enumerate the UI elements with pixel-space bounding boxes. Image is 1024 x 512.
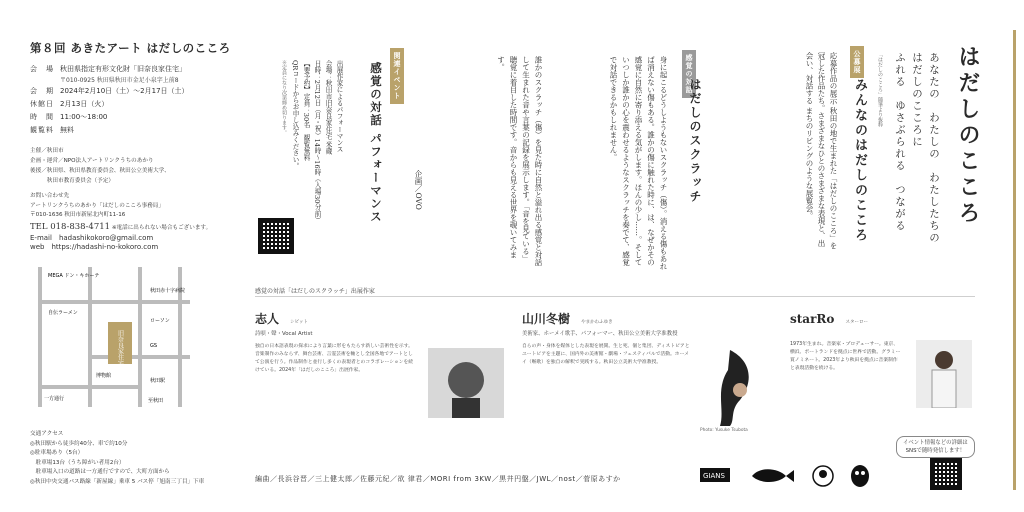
public-call-tag: 公募展 [850,46,864,78]
map-label: 自伝ラーメン [48,310,78,316]
related-event-tag: 関連イベント [390,48,404,104]
performer-bio: 独自の日本語表現の探求により言葉に形をもたらす新しい芸術性を示す。音楽制作のみならず、舞台芸術、言霊芸術を軸とし全国各地でアートとして公演を行う。作品制作と並行し多くの表現者とのコラボレーションを続けている。2024年「はだしのこころ」出展作家。 [255,344,414,373]
tel-note: ※電話に出られない場合もございます。 [111,224,212,231]
contact-address: 〒010-1636 秋田市新屋北内町11-16 [30,212,126,218]
performer-photo [916,340,972,408]
info-row [30,124,238,137]
talk-text: 身に起こるどうしようもないスクラッチ（傷）。消える傷もあれば消えない傷もある。誰かの傷に触れた時に、は、なぜかその感覚に自然に寄り添える気がします。ほんの少し……。そしていつしか誰かの心を震わせるようなスクラッチを奏でて、感覚で対話できるかもしれません。 [609,56,668,270]
access-heading: 交通アクセス [30,431,64,437]
org-line: 後援／秋田県、秋田県教育委員会、秋田公立美術大学、 [30,168,170,174]
organizers [30,146,238,186]
perf-line: 出展作家によるパフォーマンス [335,60,343,153]
lead-note: 「はだしのこころ」随筆より抜粋 [877,52,883,127]
talk-plan: 企画／OVO [414,170,423,210]
sponsor-logos [700,462,880,492]
performer-photo [428,348,504,418]
performer-card [522,308,722,367]
info-value: 2月13日（火） [60,100,109,108]
org-line: 主催／秋田市 [30,148,64,154]
info-key: 会 期 [30,87,54,95]
contact-org: アートリンクうちのあかり「はだしのこころ事務局」 [30,202,164,209]
lead-line: あなたの わたしの わたしたちの [928,52,940,244]
info-value: 秋田県指定有形文化財「旧奈良家住宅」 [60,65,186,73]
exhibit-body: 応募作品の展示 秋田の地で生まれた「はだしのこころ」を冠した作品たち。さまざまなひとのさまざまな表現と、出会い、対話する まちのリビングのような展覧会。 [805,52,838,250]
lead-line: はだしのこころに [911,52,923,148]
perf-line: QRコードからお申し込みください。 [291,60,299,170]
access-line: ◎秋田駅から徒歩約40分、車で約10分 [30,440,128,447]
contact-email[interactable]: E-mail hadashikokoro@gmail.com [30,233,154,242]
talk-body [607,56,670,271]
performer-name: 山川冬樹 [522,312,571,326]
info-key: 会 場 [30,65,54,73]
performer-bio: 1973年生まれ。音楽家・プロデューサー。東京、横浜、ポートランドを拠点に世界で活動。グラミー賞ノミネート。2023年より秋田を拠点に音楽制作と表現活動を続ける。 [790,342,901,371]
performer-role: 詩唄・聲・Vocal Artist [255,331,313,337]
access-line: ◎駐車場あり（5台） [30,450,84,456]
info-value: 11:00〜18:00 [60,113,108,121]
performer-name: starRo [790,312,835,326]
performer-kana: スターロー [845,320,868,325]
talk-body-2 [494,56,544,266]
map-label: 至秋田 [148,398,164,404]
fish-logo [752,469,794,482]
access-map [30,262,200,412]
hero-title: はだしのこころ [955,45,981,227]
perf-line: 日時：2月12日（月・祝）14時〜16時（入場30分前） [313,60,321,224]
access-line: 駐車場入口の道路は一方通行ですので、大町方面から [30,469,170,475]
info-row [30,63,238,76]
contact-tel[interactable]: TEL 018-838-4711 [30,221,111,232]
sns-qr[interactable] [930,458,962,490]
performer-role: 美術家、ホーメイ歌手、パフォーマー、秋田公立美術大学准教授 [522,331,678,337]
map-label: 一方通行 [44,396,65,402]
band-heading: 感覚の対話「はだしのスクラッチ」出展作家 [255,288,375,295]
map-label: MEGA ドン・キホーテ [48,273,100,279]
contact-block [30,192,238,253]
hero-lead [891,52,942,262]
perf-line: 会場：秋田市旧奈良家住宅 米蔵 [324,60,332,155]
sns-note-line: SNSで随時発信します！ [905,448,966,454]
map-label: GS [150,343,158,349]
mask-logo [851,465,869,487]
performer-name: 志人 [255,312,280,326]
performer-bio: 自らの声・身体を媒体とした表現を展開。生と死、個と集団、ディストピアとユートピアを主題に、国内外の美術館・劇場・フェスティバルで活動。ホーメイ（喉歌）を独自の解釈で実践する。秋田公立美術大学准教授。 [522,344,690,365]
access-info [30,430,235,487]
talk-tag: 感覚の対話 [682,50,696,98]
info-row [30,111,238,124]
talk-text-2: 誰かのスクラッチ（傷）を見た時に自然と溢れ出る感覚と対話して生まれた音や言葉の記録を展示します。「音を見ている」聴覚に着目した時間です。音からも見える世界を覗いてみます。 [496,56,543,266]
info-key: 観覧料 [30,126,54,134]
map-label: 秋田赤十字病院 [150,288,186,294]
performer-photo [700,340,768,426]
sns-note [896,436,975,458]
sns-note-line: イベント情報などの詳細は [903,440,968,446]
map-label: 秋田駅 [150,378,166,384]
contact-web[interactable]: web https://hadashi-no-kokoro.com [30,243,159,251]
photo-credit: Photo: Yusuke Tsubota [700,428,748,433]
band-divider [255,296,975,297]
access-line: ◎秋田中央交通バス路線「新屋線」乗車 5 バス停「旭南三丁目」下車 [30,478,205,485]
reservation-qr[interactable] [258,218,294,254]
exhibit-title: みんなのはだしのこころ [852,78,867,243]
map-label: ローソン [150,318,170,324]
info-value: 2024年2月10日（土）〜2月17日（土） [60,87,189,95]
perf-note: ※定員になり次第締め切ります。 [281,60,287,135]
org-line: 企画・運営／NPO法人アートリンクうちのあかり [30,158,154,164]
svg-text:GIANS: GIANS [703,472,725,480]
info-table [30,63,238,137]
info-row [30,85,238,98]
access-line: 駐車場13台（うち障がい者用2台） [30,459,125,466]
lead-line: ふれる ゆさぶられる つながる [894,52,906,232]
contact-heading: お問い合わせ先 [30,193,70,199]
info-row [30,98,238,111]
performer-kana: シビット [290,320,308,325]
perf-title: 感覚の対話 パフォーマンス [369,62,383,224]
map-label: 博物館 [96,373,112,379]
info-sub: 〒010-0925 秋田県秋田市金足小泉字上前8 [60,77,179,84]
info-key: 休館日 [30,100,54,108]
org-line: 秋田市教育委員会（予定） [30,178,114,184]
performer-card [790,308,910,373]
talk-title: はだしのスクラッチ [688,78,702,204]
event-title: 第８回 あきたアート はだしのこころ [30,41,231,55]
gold-rule [1013,30,1016,490]
info-value: 無料 [60,126,74,134]
event-info [30,40,238,253]
performer-kana: やまかわふゆき [581,320,613,325]
contributors: 編曲／長浜谷晋／三上健太郎／佐藤元紀／欲 律君／MORI from 3KW／黒井円盤／JWL／nost／菅原あすか [255,475,621,483]
map-venue: 旧奈良家住宅 [116,330,124,366]
info-key: 時 間 [30,113,54,121]
perf-line: 【要予約】定員：30名 観覧無料 [302,60,310,161]
